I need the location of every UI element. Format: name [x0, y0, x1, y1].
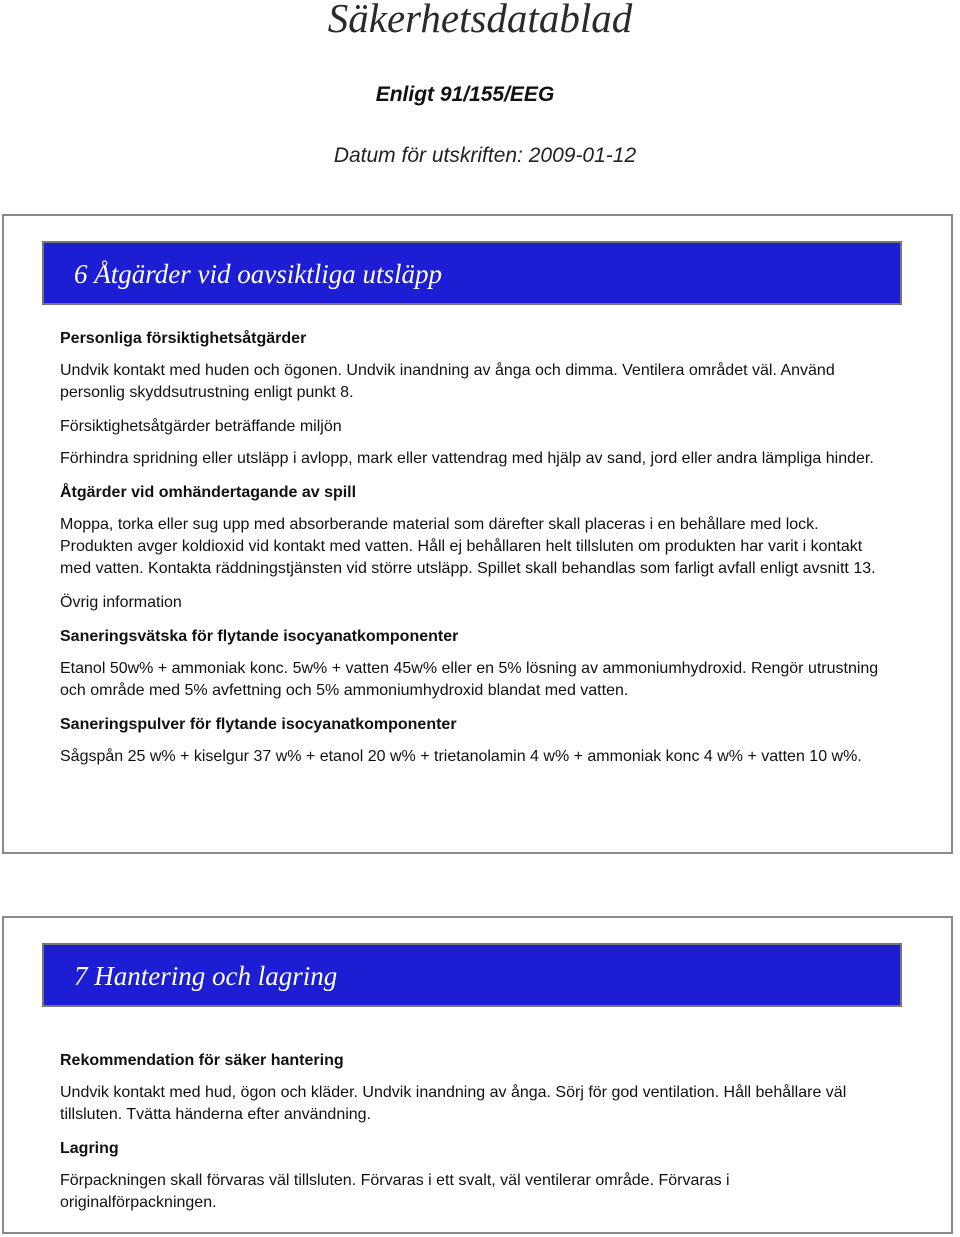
subheading-decontamination-powder: Saneringspulver för flytande isocyanatkomponenter: [60, 716, 457, 733]
section-6-heading: 6 Åtgärder vid oavsiktliga utsläpp: [74, 259, 442, 289]
subheading-personal-precautions: Personliga försiktighetsåtgärder: [60, 330, 307, 347]
subheading-spill-cleanup: Åtgärder vid omhändertagande av spill: [60, 484, 357, 501]
section-7-box: [2, 916, 953, 1234]
paragraph-decontamination-powder: Sågspån 25 w% + kiselgur 37 w% + etanol 20 w% + trietanolamin 4 w% + ammoniak konc 4 w% + vatten 10 w%.: [60, 748, 862, 765]
section-7-content: [60, 1050, 880, 1214]
subheading-decontamination-liquid: Saneringsvätska för flytande isocyanatkomponenter: [60, 628, 459, 645]
section-7-banner: [42, 943, 902, 1007]
section-7-heading: 7 Hantering och lagring: [74, 961, 338, 991]
directive-reference: Enligt 91/155/EEG: [375, 83, 555, 106]
subheading-other-information: Övrig information: [60, 594, 182, 611]
paragraph-spill-cleanup: Moppa, torka eller sug upp med absorberande material som därefter skall placeras i en behållare med lock. Produkten avger koldioxid vid kontakt med vatten. Håll ej behållaren helt tillsluten om produkten har varit i kontakt med vatten. Kontakta räddningstjänsten vid större utsläpp. Spillet skall behandlas som farligt avfall enligt avsnitt 13.: [60, 516, 876, 577]
section-6-banner: [42, 241, 902, 305]
paragraph-decontamination-liquid: Etanol 50w% + ammoniak konc. 5w% + vatten 45w% eller en 5% lösning av ammoniumhydroxid. Rengör utrustning och område med 5% avfettning och 5% ammoniumhydroxid blandat med vatten.: [60, 660, 879, 699]
print-date: Datum för utskriften: 2009-01-12: [333, 144, 637, 167]
section-6-box: [2, 214, 953, 854]
subheading-storage: Lagring: [60, 1140, 119, 1157]
subheading-safe-handling: Rekommendation för säker hantering: [60, 1052, 344, 1069]
document-title: Säkerhetsdatablad: [327, 0, 633, 41]
subheading-environment-precautions: Försiktighetsåtgärder beträffande miljön: [60, 418, 342, 435]
paragraph-storage: Förpackningen skall förvaras väl tillsluten. Förvaras i ett svalt, väl ventilerar område. Förvaras i originalförpackningen.: [60, 1172, 730, 1211]
paragraph-safe-handling: Undvik kontakt med hud, ögon och kläder. Undvik inandning av ånga. Sörj för god ventilation. Håll behållare väl tillsluten. Tvätta händerna efter användning.: [60, 1084, 847, 1123]
paragraph-environment-precautions: Förhindra spridning eller utsläpp i avlopp, mark eller vattendrag med hjälp av sand, jord eller andra lämpliga hinder.: [60, 450, 874, 467]
section-6-content: [60, 328, 880, 768]
paragraph-personal-precautions: Undvik kontakt med huden och ögonen. Undvik inandning av ånga och dimma. Ventilera området väl. Använd personlig skyddsutrustning enligt punkt 8.: [60, 362, 835, 401]
